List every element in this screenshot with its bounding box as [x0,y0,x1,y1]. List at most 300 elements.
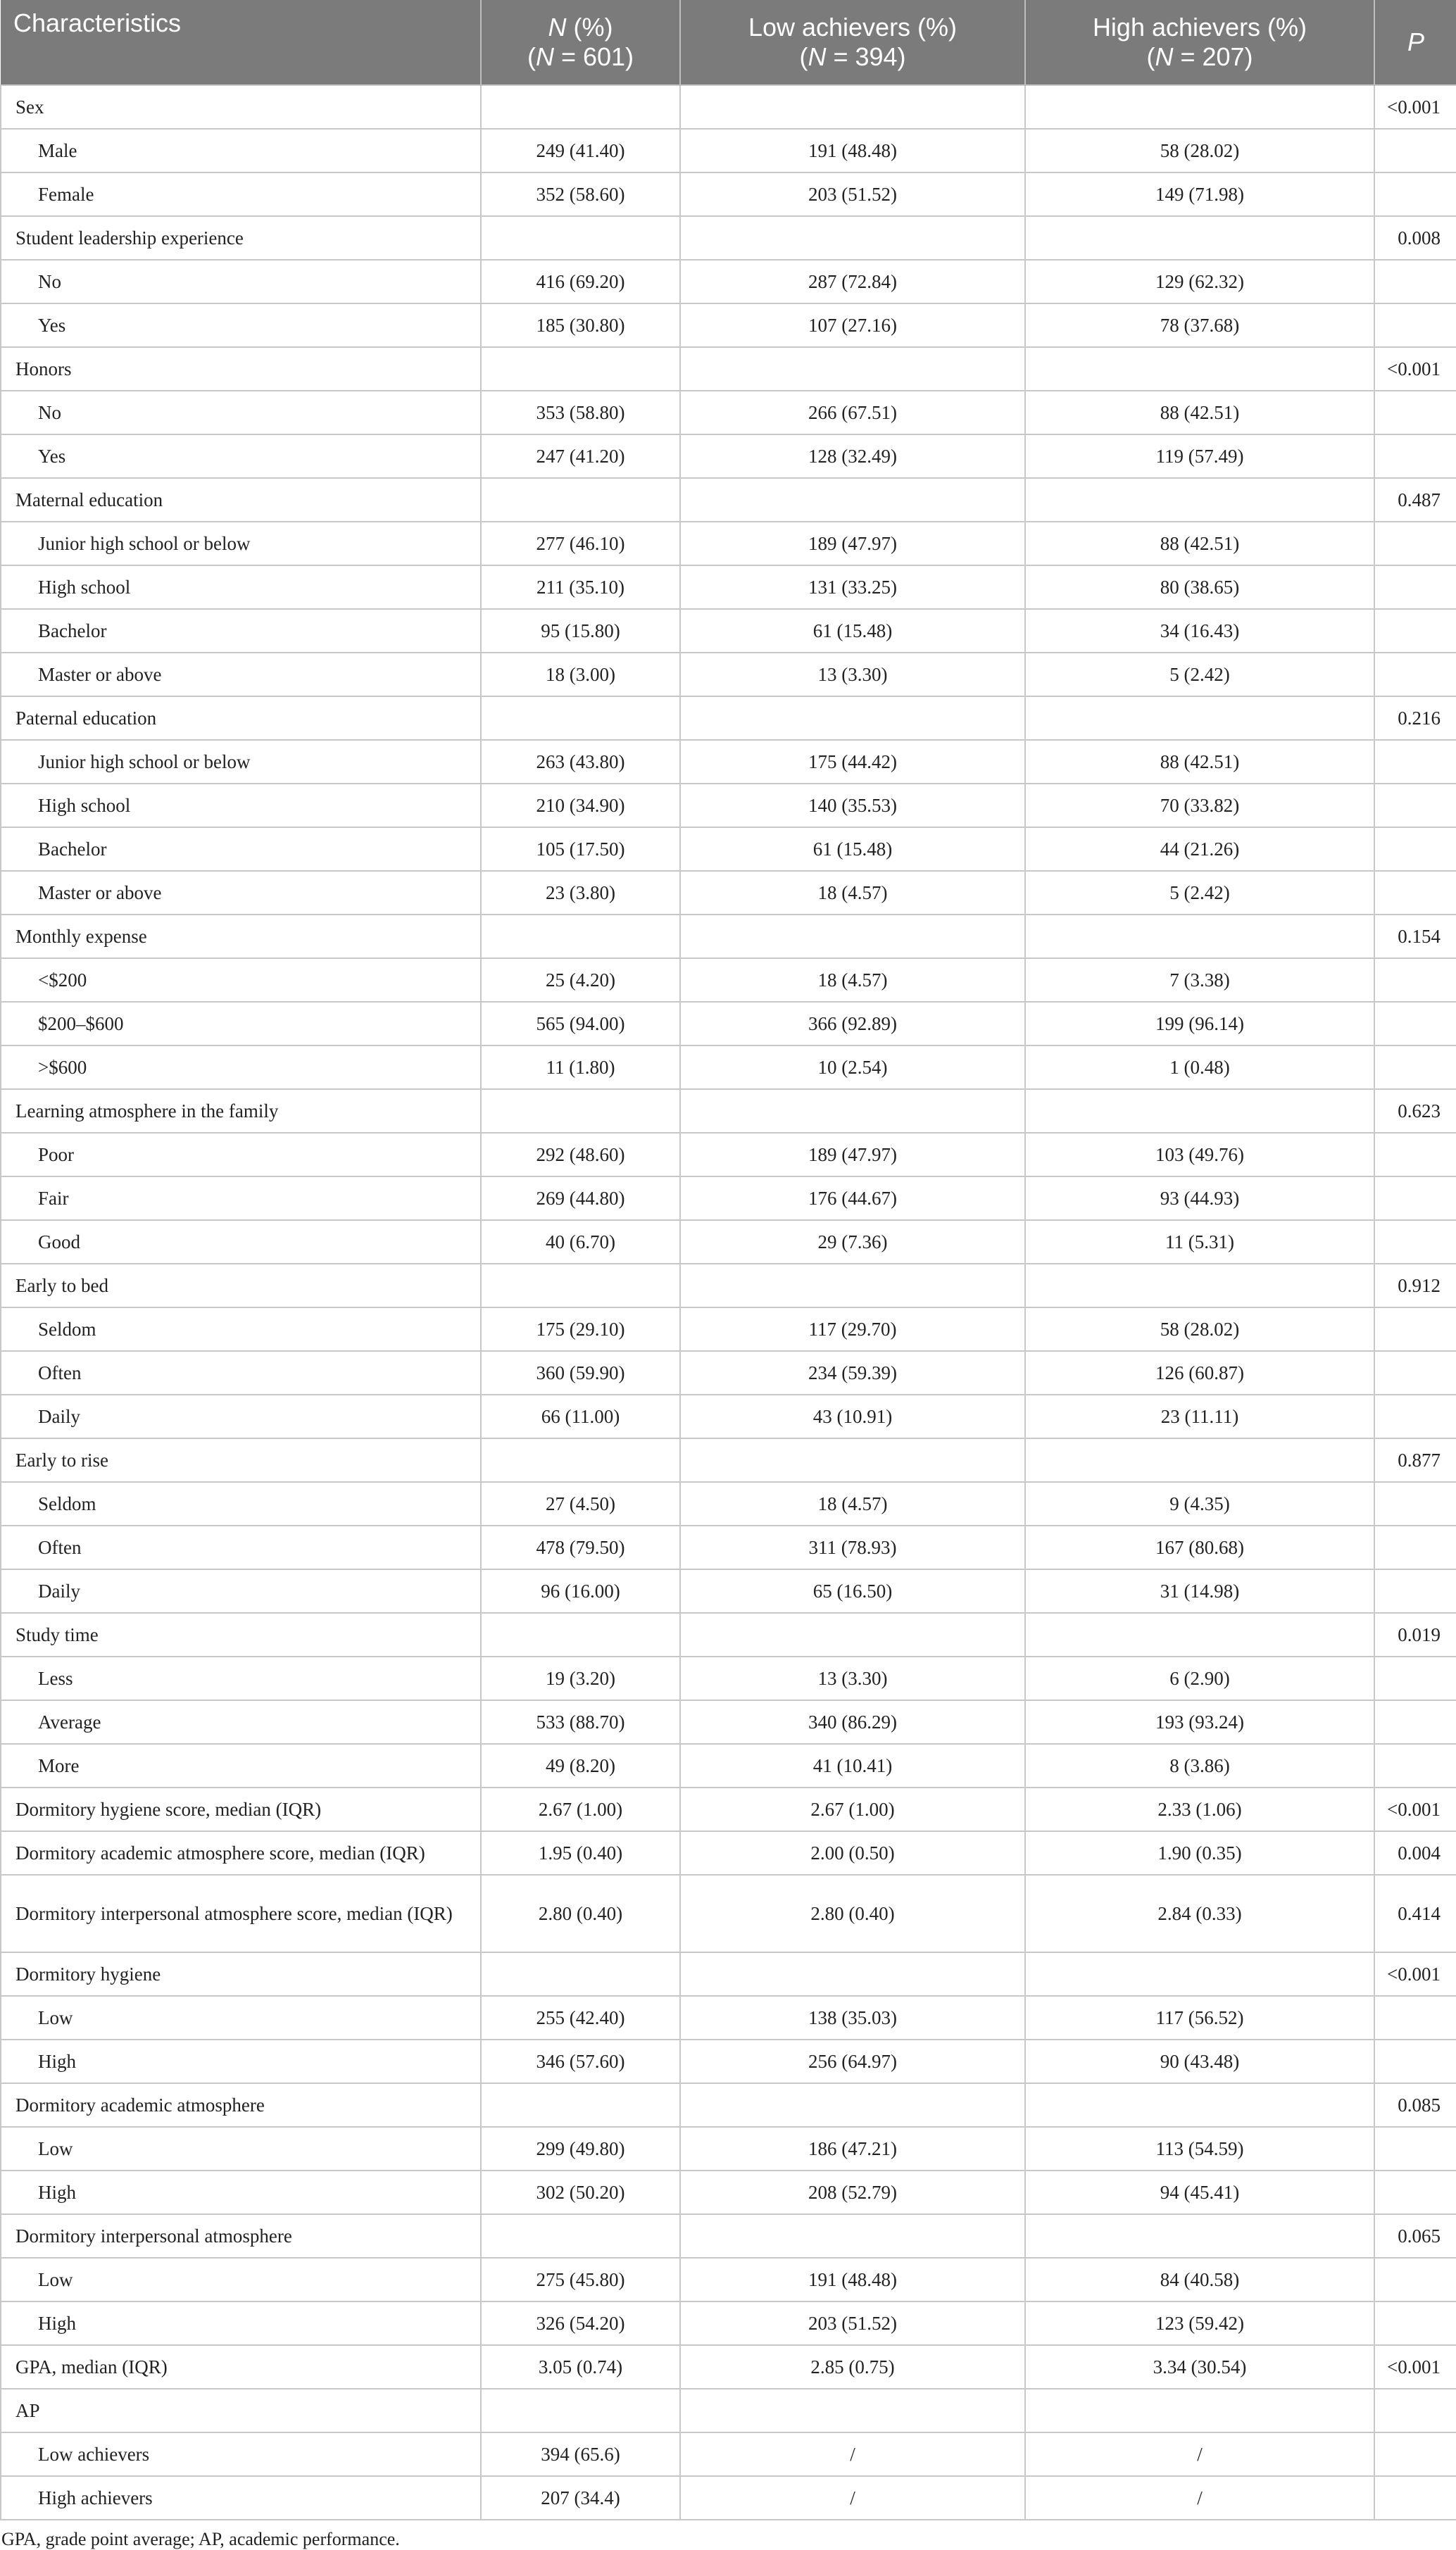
cell-low-achievers: 41 (10.41) [680,1744,1025,1788]
cell-p-value [1374,1351,1456,1395]
cell-low-achievers [680,1264,1025,1307]
cell-p-value [1374,434,1456,478]
cell-characteristic: Honors [1,347,481,391]
cell-high-achievers: / [1025,2432,1374,2476]
cell-high-achievers: 9 (4.35) [1025,1482,1374,1526]
cell-p-value [1374,172,1456,216]
cell-n-total [481,1264,680,1307]
cell-p-value [1374,1307,1456,1351]
cell-characteristic: Yes [1,434,481,478]
cell-p-value [1374,2258,1456,2301]
cell-p-value: <0.001 [1374,85,1456,129]
cell-high-achievers: 8 (3.86) [1025,1744,1374,1788]
cell-low-achievers [680,696,1025,740]
cell-n-total [481,216,680,260]
cell-characteristic: Poor [1,1133,481,1176]
cell-n-total [481,1089,680,1133]
table-row-subcategory [1,434,1456,478]
cell-n-total: 185 (30.80) [481,303,680,347]
cell-high-achievers: 88 (42.51) [1025,740,1374,784]
cell-n-total: 23 (3.80) [481,871,680,915]
cell-characteristic: Dormitory academic atmosphere [1,2083,481,2127]
cell-n-total: 269 (44.80) [481,1176,680,1220]
cell-p-value [1374,653,1456,696]
cell-low-achievers: / [680,2432,1025,2476]
table-row-subcategory [1,2171,1456,2214]
cell-high-achievers [1025,915,1374,958]
cell-characteristic: Daily [1,1395,481,1438]
cell-high-achievers: 58 (28.02) [1025,1307,1374,1351]
cell-p-value [1374,260,1456,303]
cell-p-value [1374,1700,1456,1744]
cell-high-achievers: 7 (3.38) [1025,958,1374,1002]
cell-high-achievers: 94 (45.41) [1025,2171,1374,2214]
cell-characteristic: Maternal education [1,478,481,522]
cell-high-achievers: 3.34 (30.54) [1025,2345,1374,2389]
cell-low-achievers: 131 (33.25) [680,565,1025,609]
cell-p-value [1374,2040,1456,2083]
cell-high-achievers [1025,1438,1374,1482]
cell-characteristic: High [1,2171,481,2214]
cell-low-achievers [680,2389,1025,2432]
cell-characteristic: AP [1,2389,481,2432]
table-row-variable [1,2214,1456,2258]
table-row-subcategory [1,1996,1456,2040]
cell-p-value: 0.877 [1374,1438,1456,1482]
table-header [1,0,1456,85]
cell-high-achievers: / [1025,2476,1374,2520]
cell-high-achievers: 2.84 (0.33) [1025,1875,1374,1952]
cell-characteristic: No [1,260,481,303]
cell-n-total: 27 (4.50) [481,1482,680,1526]
cell-high-achievers [1025,2214,1374,2258]
cell-high-achievers: 199 (96.14) [1025,1002,1374,1045]
cell-low-achievers: 65 (16.50) [680,1569,1025,1613]
table-row-subcategory [1,2301,1456,2345]
cell-low-achievers [680,1952,1025,1996]
cell-n-total: 96 (16.00) [481,1569,680,1613]
cell-low-achievers: 10 (2.54) [680,1045,1025,1089]
cell-characteristic: High school [1,784,481,827]
cell-n-total: 353 (58.80) [481,391,680,434]
cell-p-value: <0.001 [1374,1788,1456,1831]
cell-characteristic: Low [1,2258,481,2301]
cell-high-achievers [1025,1613,1374,1657]
cell-high-achievers: 113 (54.59) [1025,2127,1374,2171]
cell-n-total [481,1613,680,1657]
cell-low-achievers: 340 (86.29) [680,1700,1025,1744]
cell-n-total: 292 (48.60) [481,1133,680,1176]
header-high-achievers: High achievers (%) (N = 207) [1025,0,1374,85]
cell-characteristic: Early to rise [1,1438,481,1482]
table-row-subcategory [1,1176,1456,1220]
cell-high-achievers: 193 (93.24) [1025,1700,1374,1744]
cell-n-total: 175 (29.10) [481,1307,680,1351]
table-row-subcategory [1,1220,1456,1264]
cell-low-achievers: 191 (48.48) [680,129,1025,172]
cell-low-achievers: 29 (7.36) [680,1220,1025,1264]
cell-characteristic: Early to bed [1,1264,481,1307]
cell-p-value [1374,871,1456,915]
table-row-variable [1,1613,1456,1657]
cell-high-achievers: 123 (59.42) [1025,2301,1374,2345]
cell-characteristic: Often [1,1351,481,1395]
table-row-variable [1,1089,1456,1133]
cell-p-value [1374,1569,1456,1613]
cell-p-value: 0.414 [1374,1875,1456,1952]
cell-low-achievers [680,2214,1025,2258]
cell-characteristic: Dormitory interpersonal atmosphere [1,2214,481,2258]
cell-n-total: 478 (79.50) [481,1526,680,1569]
cell-n-total: 416 (69.20) [481,260,680,303]
cell-p-value [1374,609,1456,653]
cell-low-achievers: 2.00 (0.50) [680,1831,1025,1875]
table-row-subcategory [1,609,1456,653]
cell-high-achievers: 44 (21.26) [1025,827,1374,871]
cell-n-total: 2.80 (0.40) [481,1875,680,1952]
cell-p-value [1374,1482,1456,1526]
cell-low-achievers: 2.80 (0.40) [680,1875,1025,1952]
cell-p-value: <0.001 [1374,1952,1456,1996]
table-row-subcategory [1,129,1456,172]
table-row-subcategory [1,1045,1456,1089]
cell-high-achievers: 126 (60.87) [1025,1351,1374,1395]
cell-characteristic: GPA, median (IQR) [1,2345,481,2389]
cell-characteristic: Low [1,1996,481,2040]
cell-p-value [1374,740,1456,784]
cell-low-achievers: 140 (35.53) [680,784,1025,827]
cell-characteristic: Average [1,1700,481,1744]
cell-high-achievers [1025,478,1374,522]
table-row-subcategory [1,1395,1456,1438]
cell-low-achievers [680,2083,1025,2127]
cell-low-achievers: 61 (15.48) [680,609,1025,653]
cell-p-value [1374,2127,1456,2171]
table-row-subcategory [1,1526,1456,1569]
cell-n-total: 105 (17.50) [481,827,680,871]
cell-low-achievers: 234 (59.39) [680,1351,1025,1395]
cell-high-achievers: 70 (33.82) [1025,784,1374,827]
cell-p-value [1374,1657,1456,1700]
cell-high-achievers [1025,696,1374,740]
cell-low-achievers [680,478,1025,522]
table-row-subcategory [1,391,1456,434]
cell-low-achievers: 61 (15.48) [680,827,1025,871]
cell-p-value [1374,391,1456,434]
cell-characteristic: Study time [1,1613,481,1657]
cell-n-total [481,478,680,522]
cell-characteristic: Master or above [1,653,481,696]
table-row-subcategory [1,653,1456,696]
cell-n-total: 394 (65.6) [481,2432,680,2476]
cell-n-total: 11 (1.80) [481,1045,680,1089]
cell-p-value [1374,1002,1456,1045]
table-row-variable [1,696,1456,740]
cell-high-achievers: 1 (0.48) [1025,1045,1374,1089]
cell-n-total: 211 (35.10) [481,565,680,609]
cell-high-achievers: 80 (38.65) [1025,565,1374,609]
cell-n-total: 249 (41.40) [481,129,680,172]
cell-n-total [481,2389,680,2432]
cell-n-total [481,347,680,391]
cell-low-achievers: 117 (29.70) [680,1307,1025,1351]
header-p-value: P [1374,0,1456,85]
cell-characteristic: Low [1,2127,481,2171]
cell-high-achievers [1025,1264,1374,1307]
cell-characteristic: Master or above [1,871,481,915]
table-row-variable [1,1952,1456,1996]
cell-low-achievers: 311 (78.93) [680,1526,1025,1569]
cell-high-achievers: 88 (42.51) [1025,391,1374,434]
cell-low-achievers: 266 (67.51) [680,391,1025,434]
cell-high-achievers [1025,1089,1374,1133]
cell-n-total: 326 (54.20) [481,2301,680,2345]
cell-high-achievers: 78 (37.68) [1025,303,1374,347]
cell-p-value: 0.065 [1374,2214,1456,2258]
cell-p-value: <0.001 [1374,347,1456,391]
cell-p-value [1374,1744,1456,1788]
table-row-subcategory [1,1307,1456,1351]
table-row-variable [1,1438,1456,1482]
cell-n-total: 275 (45.80) [481,2258,680,2301]
cell-low-achievers [680,1613,1025,1657]
cell-p-value: 0.487 [1374,478,1456,522]
cell-high-achievers: 103 (49.76) [1025,1133,1374,1176]
cell-high-achievers: 31 (14.98) [1025,1569,1374,1613]
cell-high-achievers: 34 (16.43) [1025,609,1374,653]
table-row-variable [1,915,1456,958]
table-row-subcategory [1,740,1456,784]
table-row-subcategory [1,1657,1456,1700]
cell-low-achievers: 2.85 (0.75) [680,2345,1025,2389]
cell-n-total [481,1952,680,1996]
cell-low-achievers [680,85,1025,129]
cell-n-total: 95 (15.80) [481,609,680,653]
cell-p-value [1374,1996,1456,2040]
cell-characteristic: High [1,2040,481,2083]
cell-p-value [1374,129,1456,172]
cell-p-value [1374,565,1456,609]
cell-n-total: 66 (11.00) [481,1395,680,1438]
cell-characteristic: Junior high school or below [1,522,481,565]
cell-p-value [1374,1526,1456,1569]
cell-n-total [481,2214,680,2258]
cell-n-total: 302 (50.20) [481,2171,680,2214]
cell-n-total: 1.95 (0.40) [481,1831,680,1875]
cell-low-achievers: 138 (35.03) [680,1996,1025,2040]
table-row-subcategory [1,303,1456,347]
cell-characteristic: Good [1,1220,481,1264]
table-row-subcategory [1,2258,1456,2301]
cell-low-achievers [680,347,1025,391]
header-n-total: N (%) (N = 601) [481,0,680,85]
cell-low-achievers: 43 (10.91) [680,1395,1025,1438]
cell-characteristic: Seldom [1,1307,481,1351]
cell-characteristic: Bachelor [1,609,481,653]
cell-characteristic: More [1,1744,481,1788]
table-row-subcategory [1,2127,1456,2171]
cell-low-achievers: 287 (72.84) [680,260,1025,303]
cell-high-achievers [1025,347,1374,391]
cell-characteristic: High achievers [1,2476,481,2520]
cell-characteristic: Student leadership experience [1,216,481,260]
cell-high-achievers [1025,1952,1374,1996]
table-row-variable [1,85,1456,129]
cell-characteristic: Dormitory hygiene score, median (IQR) [1,1788,481,1831]
cell-n-total: 255 (42.40) [481,1996,680,2040]
cell-high-achievers [1025,2083,1374,2127]
cell-low-achievers: 13 (3.30) [680,653,1025,696]
cell-n-total [481,1438,680,1482]
table-row-variable [1,2083,1456,2127]
cell-low-achievers: 18 (4.57) [680,871,1025,915]
cell-low-achievers: 2.67 (1.00) [680,1788,1025,1831]
cell-n-total: 2.67 (1.00) [481,1788,680,1831]
cell-characteristic: Bachelor [1,827,481,871]
cell-low-achievers: 175 (44.42) [680,740,1025,784]
cell-low-achievers: 189 (47.97) [680,522,1025,565]
cell-low-achievers: 256 (64.97) [680,2040,1025,2083]
cell-p-value: 0.623 [1374,1089,1456,1133]
cell-high-achievers: 117 (56.52) [1025,1996,1374,2040]
cell-low-achievers: 186 (47.21) [680,2127,1025,2171]
cell-characteristic: Seldom [1,1482,481,1526]
table-body [1,85,1456,2520]
cell-n-total: 565 (94.00) [481,1002,680,1045]
cell-p-value [1374,1133,1456,1176]
cell-high-achievers: 88 (42.51) [1025,522,1374,565]
cell-characteristic: Learning atmosphere in the family [1,1089,481,1133]
cell-n-total: 40 (6.70) [481,1220,680,1264]
cell-low-achievers: 191 (48.48) [680,2258,1025,2301]
cell-p-value: 0.154 [1374,915,1456,958]
cell-characteristic: Dormitory academic atmosphere score, median (IQR) [1,1831,481,1875]
cell-low-achievers: 366 (92.89) [680,1002,1025,1045]
cell-characteristic: Often [1,1526,481,1569]
table-row-subcategory [1,2040,1456,2083]
cell-characteristic: Sex [1,85,481,129]
table-row-subcategory [1,1482,1456,1526]
cell-p-value [1374,522,1456,565]
cell-characteristic: Male [1,129,481,172]
cell-low-achievers [680,915,1025,958]
cell-n-total: 247 (41.20) [481,434,680,478]
cell-p-value [1374,784,1456,827]
cell-high-achievers: 90 (43.48) [1025,2040,1374,2083]
table-row-subcategory [1,1002,1456,1045]
cell-p-value [1374,827,1456,871]
cell-characteristic: Yes [1,303,481,347]
cell-low-achievers: 176 (44.67) [680,1176,1025,1220]
table-row-subcategory [1,1351,1456,1395]
cell-n-total: 277 (46.10) [481,522,680,565]
cell-n-total [481,85,680,129]
table-row-subcategory [1,2432,1456,2476]
cell-n-total: 207 (34.4) [481,2476,680,2520]
cell-characteristic: High [1,2301,481,2345]
table-row-subcategory [1,1569,1456,1613]
cell-p-value [1374,1220,1456,1264]
cell-high-achievers [1025,216,1374,260]
table-row-variable [1,347,1456,391]
cell-low-achievers: 128 (32.49) [680,434,1025,478]
cell-n-total: 346 (57.60) [481,2040,680,2083]
cell-n-total: 3.05 (0.74) [481,2345,680,2389]
cell-characteristic: $200–$600 [1,1002,481,1045]
table-row-variable [1,2345,1456,2389]
cell-n-total: 299 (49.80) [481,2127,680,2171]
cell-characteristic: Low achievers [1,2432,481,2476]
cell-p-value [1374,1045,1456,1089]
table-row-subcategory [1,1744,1456,1788]
cell-characteristic: Female [1,172,481,216]
cell-high-achievers: 84 (40.58) [1025,2258,1374,2301]
cell-high-achievers: 11 (5.31) [1025,1220,1374,1264]
cell-characteristic: Less [1,1657,481,1700]
cell-n-total: 533 (88.70) [481,1700,680,1744]
cell-high-achievers: 58 (28.02) [1025,129,1374,172]
cell-high-achievers: 1.90 (0.35) [1025,1831,1374,1875]
table-row-variable [1,1831,1456,1875]
cell-high-achievers: 129 (62.32) [1025,260,1374,303]
cell-p-value [1374,2432,1456,2476]
table-row-subcategory [1,871,1456,915]
cell-high-achievers: 5 (2.42) [1025,871,1374,915]
table-row-subcategory [1,2476,1456,2520]
cell-characteristic: <$200 [1,958,481,1002]
table-row-subcategory [1,565,1456,609]
cell-low-achievers [680,1089,1025,1133]
table-row-subcategory [1,172,1456,216]
cell-high-achievers: 2.33 (1.06) [1025,1788,1374,1831]
cell-p-value [1374,958,1456,1002]
cell-p-value [1374,2389,1456,2432]
cell-characteristic: Paternal education [1,696,481,740]
cell-characteristic: Junior high school or below [1,740,481,784]
cell-p-value: 0.004 [1374,1831,1456,1875]
table-row-subcategory [1,827,1456,871]
cell-high-achievers: 119 (57.49) [1025,434,1374,478]
table-row-variable [1,2389,1456,2432]
cell-high-achievers: 93 (44.93) [1025,1176,1374,1220]
cell-p-value [1374,2476,1456,2520]
cell-low-achievers: 203 (51.52) [680,2301,1025,2345]
cell-p-value: 0.216 [1374,696,1456,740]
cell-low-achievers: 13 (3.30) [680,1657,1025,1700]
table-row-subcategory [1,958,1456,1002]
table-row-variable [1,1875,1456,1952]
cell-low-achievers [680,1438,1025,1482]
table-footnote: GPA, grade point average; AP, academic performance. [1,2529,400,2549]
cell-low-achievers: 107 (27.16) [680,303,1025,347]
cell-high-achievers: 149 (71.98) [1025,172,1374,216]
cell-high-achievers: 23 (11.11) [1025,1395,1374,1438]
cell-characteristic: High school [1,565,481,609]
cell-p-value [1374,2301,1456,2345]
cell-n-total [481,696,680,740]
cell-n-total [481,915,680,958]
cell-high-achievers: 167 (80.68) [1025,1526,1374,1569]
cell-p-value [1374,1176,1456,1220]
table-row-variable [1,216,1456,260]
cell-high-achievers [1025,2389,1374,2432]
cell-p-value: 0.008 [1374,216,1456,260]
cell-low-achievers: 18 (4.57) [680,958,1025,1002]
cell-n-total: 210 (34.90) [481,784,680,827]
table-row-subcategory [1,784,1456,827]
cell-p-value [1374,1395,1456,1438]
cell-n-total: 25 (4.20) [481,958,680,1002]
